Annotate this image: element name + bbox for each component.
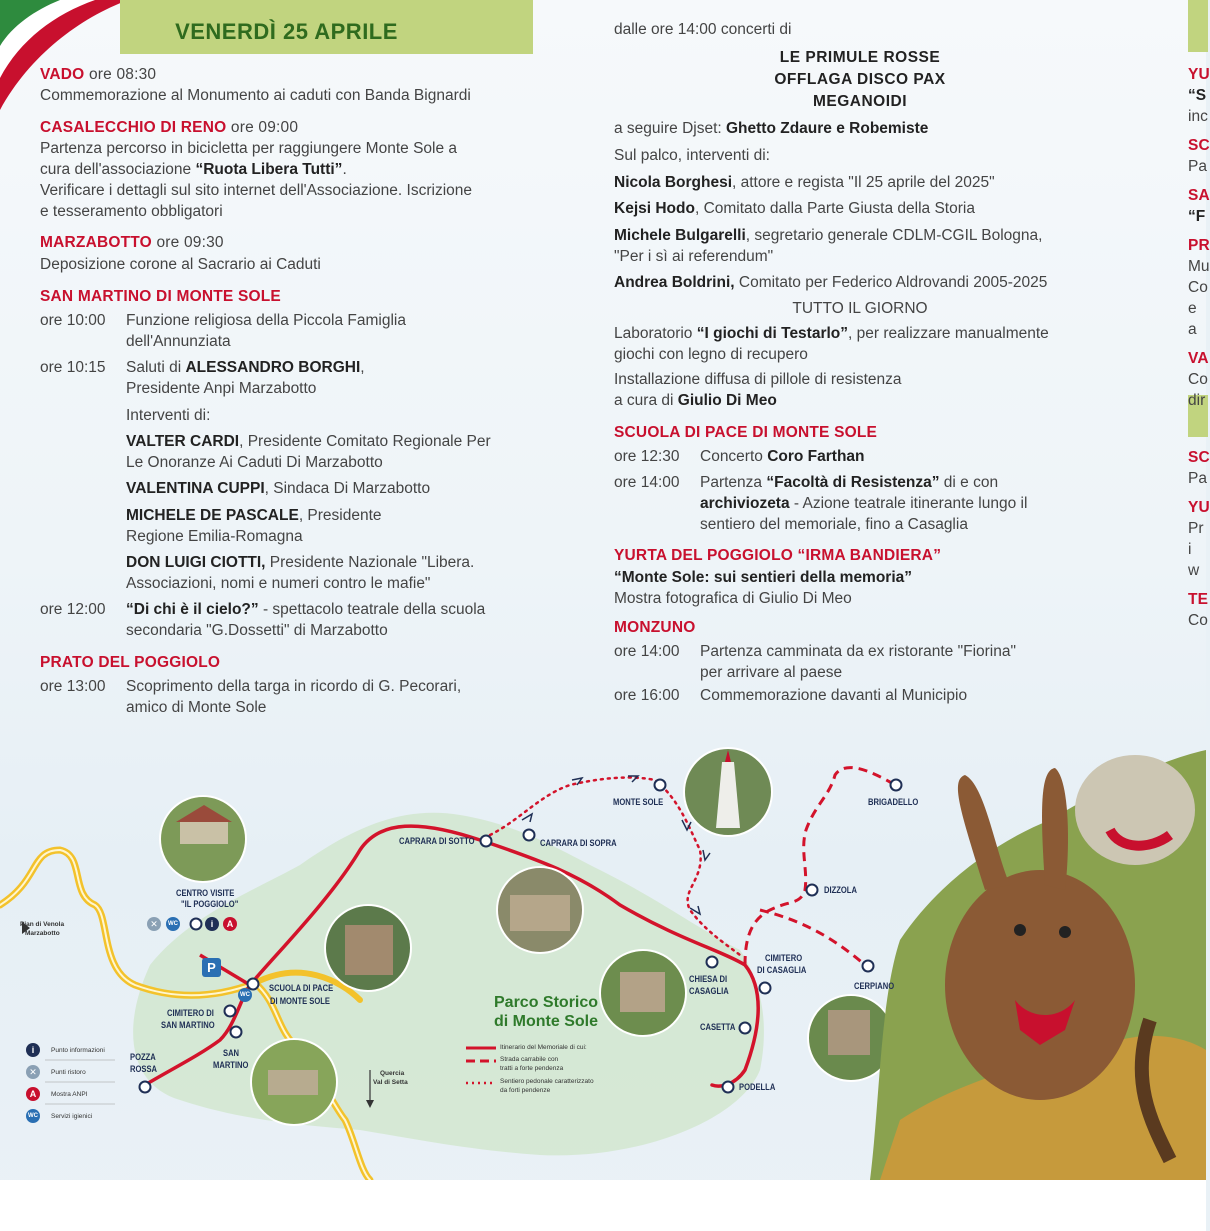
col3-frag: SA xyxy=(1188,187,1210,204)
monzuno-t1-line2: per arrivare al paese xyxy=(700,664,843,681)
col3-frag: i w xyxy=(1188,541,1200,579)
col3-frag: Co xyxy=(1188,279,1208,296)
laboratorio-line2: giochi con legno di recupero xyxy=(614,346,808,363)
sm-time-3: ore 12:00 xyxy=(40,601,106,618)
monzuno-time-1: ore 14:00 xyxy=(614,643,680,660)
node-podella xyxy=(723,1082,734,1093)
node-casetta xyxy=(740,1023,751,1034)
band-name: OFFLAGA DISCO PAX xyxy=(774,71,946,88)
scuola-t1-line: Concerto Coro Farthan xyxy=(700,448,865,465)
djset-line: a seguire Djset: Ghetto Zdaure e Robemiste xyxy=(614,120,929,137)
casalecchio-line1: Partenza percorso in bicicletta per raggiungere Monte Sole a xyxy=(40,140,458,157)
node-dizzola xyxy=(807,885,818,896)
map-label-marzabotto: Marzabotto xyxy=(25,930,60,937)
band-name: MEGANOIDI xyxy=(812,93,908,110)
sm-time-1: ore 10:00 xyxy=(40,312,106,329)
speaker-de-pascale: MICHELE DE PASCALE, Presidente xyxy=(126,507,382,524)
col3-frag: SC xyxy=(1188,449,1210,466)
map-label-cimitero-sm-2: SAN MARTINO xyxy=(161,1020,215,1031)
concerti-intro: dalle ore 14:00 concerti di xyxy=(614,21,792,38)
map-label-podella: PODELLA xyxy=(739,1082,776,1093)
map-label-chiesa-2: CASAGLIA xyxy=(689,986,729,997)
col3-frag: “F xyxy=(1188,208,1206,225)
legend-info-icon: i xyxy=(26,1043,40,1057)
node-brigadello xyxy=(891,780,902,791)
node-caprara-sotto xyxy=(481,836,492,847)
node-caprara-sopra xyxy=(524,830,535,841)
casalecchio-line2: cura dell'associazione “Ruota Libera Tutti”. xyxy=(40,161,347,178)
day-title: VENERDÌ 25 APRILE xyxy=(175,19,398,44)
sm-t1-line1: Funzione religiosa della Piccola Famiglia xyxy=(126,312,406,329)
map-label-cimitero-casaglia-2: DI CASAGLIA xyxy=(757,965,807,976)
legend-wc-label: Servizi igienici xyxy=(51,1113,93,1120)
map-label-san-martino-2: MARTINO xyxy=(213,1060,249,1071)
speaker-cuppi: VALENTINA CUPPI, Sindaca Di Marzabotto xyxy=(126,480,431,497)
vado-heading: VADO ore 08:30 xyxy=(40,66,157,83)
laboratorio-line1: Laboratorio “I giochi di Testarlo”, per realizzare manualmente xyxy=(614,325,1049,342)
node-cerpiano xyxy=(863,961,874,972)
node-monte-sole xyxy=(655,780,666,791)
anpi-icon: A xyxy=(223,917,237,931)
col3-frag: Pr xyxy=(1188,520,1204,537)
node-san-martino xyxy=(231,1027,242,1038)
legend-route-main: Itinerario del Memoriale di cui: xyxy=(500,1044,587,1051)
monzuno-heading: MONZUNO xyxy=(614,619,696,636)
col3-frag: Pa xyxy=(1188,470,1207,487)
speaker-de-pascale-line2: Regione Emilia-Romagna xyxy=(126,528,303,545)
yurta-line2: Mostra fotografica di Giulio Di Meo xyxy=(614,590,852,607)
node-centro-visite xyxy=(191,919,202,930)
wc-icon: WC xyxy=(166,917,180,931)
map-label-cimitero-sm: CIMITERO DI xyxy=(167,1008,214,1019)
scuola-t2-line2: archiviozeta - Azione teatrale itinerante lungo il xyxy=(700,495,1028,512)
legend-info-label: Punto informazioni xyxy=(51,1047,105,1054)
speaker-ciotti-line2: Associazioni, nomi e numeri contro le mafie" xyxy=(126,575,431,592)
legend-ristoro-label: Punti ristoro xyxy=(51,1069,86,1076)
map-label-scuola-pace: SCUOLA DI PACE xyxy=(269,983,334,994)
col3-frag: Pa xyxy=(1188,158,1207,175)
col3-frag: TE xyxy=(1188,591,1209,608)
map-label-centro-visite: CENTRO VISITE xyxy=(176,888,235,899)
col3-frag: “S xyxy=(1188,87,1207,104)
prato-line1: Scoprimento della targa in ricordo di G. Pecorari, xyxy=(126,678,462,695)
node-cimitero-casaglia xyxy=(707,957,718,968)
col3-partial-lower xyxy=(1188,447,1210,631)
legend-route-road-2: tratti a forte pendenza xyxy=(500,1065,564,1072)
col3-frag: Mu xyxy=(1188,258,1210,275)
legend-route-road: Strada carrabile con xyxy=(500,1056,559,1063)
band-name: LE PRIMULE ROSSE xyxy=(779,49,941,66)
prato-time: ore 13:00 xyxy=(40,678,106,695)
speaker-borghesi: Nicola Borghesi, attore e regista "Il 25 aprile del 2025" xyxy=(614,174,995,191)
parking-icon: P xyxy=(202,958,221,977)
marzabotto-heading: MARZABOTTO ore 09:30 xyxy=(40,234,224,251)
col3-frag: YU xyxy=(1188,499,1210,516)
col3-frag: VA xyxy=(1188,350,1209,367)
speaker-bulgarelli-line2: "Per i sì ai referendum" xyxy=(614,248,774,265)
sm-interventi: Interventi di: xyxy=(126,407,211,424)
col3-frag: Co xyxy=(1188,612,1208,629)
col3-partial xyxy=(1188,64,1210,411)
sm-t1-line2: dell'Annunziata xyxy=(126,333,231,350)
map-label-brigadello: BRIGADELLO xyxy=(868,797,919,808)
map-label-scuola-pace-2: DI MONTE SOLE xyxy=(270,996,330,1007)
map-label-monte-sole: MONTE SOLE xyxy=(613,797,664,808)
info-icon: i xyxy=(205,917,219,931)
col3-frag: Co xyxy=(1188,371,1208,388)
map-label-san-martino: SAN xyxy=(223,1048,240,1059)
node-cimitero-sm xyxy=(225,1006,236,1017)
legend-route-trail: Sentiero pedonale caratterizzato xyxy=(500,1078,594,1085)
node-scuola-pace xyxy=(248,979,259,990)
col3-frag: inc xyxy=(1188,108,1208,125)
map-label-pozza-2: ROSSA xyxy=(130,1064,158,1075)
park-name-line: di Monte Sole xyxy=(494,1013,598,1030)
speaker-hodo: Kejsi Hodo, Comitato dalla Parte Giusta della Storia xyxy=(614,200,975,217)
park-name-line: Parco Storico xyxy=(494,994,599,1011)
yurta-line1: “Monte Sole: sui sentieri della memoria” xyxy=(614,569,913,586)
legend-ristoro-icon: ✕ xyxy=(26,1065,40,1079)
map-label-centro-visite-2: "IL POGGIOLO" xyxy=(181,899,239,910)
park-name xyxy=(494,993,599,1031)
col3-frag: YU xyxy=(1188,66,1210,83)
scuola-t2-line1: Partenza “Facoltà di Resistenza” di e con xyxy=(700,474,999,491)
casalecchio-line3: Verificare i dettagli sul sito internet dell'Associazione. Iscrizione xyxy=(40,182,473,199)
map-label-caprara-sopra: CAPRARA DI SOPRA xyxy=(540,838,617,849)
map-label-dizzola: DIZZOLA xyxy=(824,885,857,896)
monzuno-time-2: ore 16:00 xyxy=(614,687,680,704)
map-label-caprara-sotto: CAPRARA DI SOTTO xyxy=(399,836,475,847)
monzuno-t1-line1: Partenza camminata da ex ristorante "Fiorina" xyxy=(700,643,1016,660)
legend-wc-icon: WC xyxy=(26,1109,40,1123)
col3-frag: SC xyxy=(1188,137,1210,154)
casalecchio-line4: e tesseramento obbligatori xyxy=(40,203,223,220)
legend-route-trail-2: da forti pendenze xyxy=(500,1087,551,1094)
col3-frag: e a xyxy=(1188,300,1197,338)
bottom-strip xyxy=(0,1180,1206,1231)
map-label-val-setta: Val di Setta xyxy=(373,1079,408,1086)
park-map xyxy=(0,700,1206,1200)
scuola-t2-line3: sentiero del memoriale, fino a Casaglia xyxy=(700,516,968,533)
prato-heading: PRATO DEL POGGIOLO xyxy=(40,654,221,671)
bunny-icon xyxy=(945,870,1135,1100)
prato-line2: amico di Monte Sole xyxy=(126,699,267,716)
marzabotto-desc: Deposizione corone al Sacrario ai Caduti xyxy=(40,256,321,273)
san-martino-heading: SAN MARTINO DI MONTE SOLE xyxy=(40,288,281,305)
yurta-heading: YURTA DEL POGGIOLO “IRMA BANDIERA” xyxy=(614,547,942,564)
legend-anpi-label: Mostra ANPI xyxy=(51,1091,88,1098)
installazione-line1: Installazione diffusa di pillole di resistenza xyxy=(614,371,902,388)
node-pozza-rossa xyxy=(140,1082,151,1093)
map-label-chiesa: CHIESA DI xyxy=(689,974,728,985)
scuola-time-2: ore 14:00 xyxy=(614,474,680,491)
scuola-heading: SCUOLA DI PACE DI MONTE SOLE xyxy=(614,424,878,441)
speaker-bulgarelli: Michele Bulgarelli, segretario generale CDLM-CGIL Bologna, xyxy=(614,227,1043,244)
col3-frag: PR xyxy=(1188,237,1210,254)
col3-frag: dir xyxy=(1188,392,1206,409)
speaker-cardi-line2: Le Onoranze Ai Caduti Di Marzabotto xyxy=(126,454,383,471)
map-label-pian-venola: Pian di Venola xyxy=(20,921,65,928)
speaker-boldrini: Andrea Boldrini, Comitato per Federico Aldrovandi 2005-2025 xyxy=(614,274,1048,291)
speaker-cardi: VALTER CARDI, Presidente Comitato Regionale Per xyxy=(126,433,491,450)
map-label-pozza: POZZA xyxy=(130,1052,156,1063)
tutto-il-giorno: TUTTO IL GIORNO xyxy=(792,300,928,317)
band-list xyxy=(760,47,960,113)
vado-desc: Commemorazione al Monumento ai caduti con Banda Bignardi xyxy=(40,87,471,104)
ristoro-icon: ✕ xyxy=(147,917,161,931)
casalecchio-heading: CASALECCHIO DI RENO ore 09:00 xyxy=(40,119,299,136)
map-label-quercia: Quercia xyxy=(380,1070,405,1077)
map-label-cerpiano: CERPIANO xyxy=(854,981,895,992)
scuola-time-1: ore 12:30 xyxy=(614,448,680,465)
sm-t2-line1: Saluti di ALESSANDRO BORGHI, xyxy=(126,359,365,376)
map-label-casetta: CASETTA xyxy=(700,1022,736,1033)
sm-time-2: ore 10:15 xyxy=(40,359,106,376)
col3-band-top xyxy=(1188,0,1208,52)
sm-t3-line1: “Di chi è il cielo?” - spettacolo teatrale della scuola xyxy=(126,601,486,618)
installazione-line2: a cura di Giulio Di Meo xyxy=(614,392,777,409)
palco-intro: Sul palco, interventi di: xyxy=(614,147,770,164)
wc-icon: WC xyxy=(238,988,252,1002)
speaker-ciotti: DON LUIGI CIOTTI, Presidente Nazionale "Libera. xyxy=(126,554,475,571)
node-chiesa-casaglia xyxy=(760,983,771,994)
monzuno-t2-line1: Commemorazione davanti al Municipio xyxy=(700,687,968,704)
legend-anpi-icon: A xyxy=(26,1087,40,1101)
sm-t3-line2: secondaria "G.Dossetti" di Marzabotto xyxy=(126,622,388,639)
map-label-cimitero-casaglia: CIMITERO xyxy=(765,953,803,964)
sm-t2-line2: Presidente Anpi Marzabotto xyxy=(126,380,317,397)
